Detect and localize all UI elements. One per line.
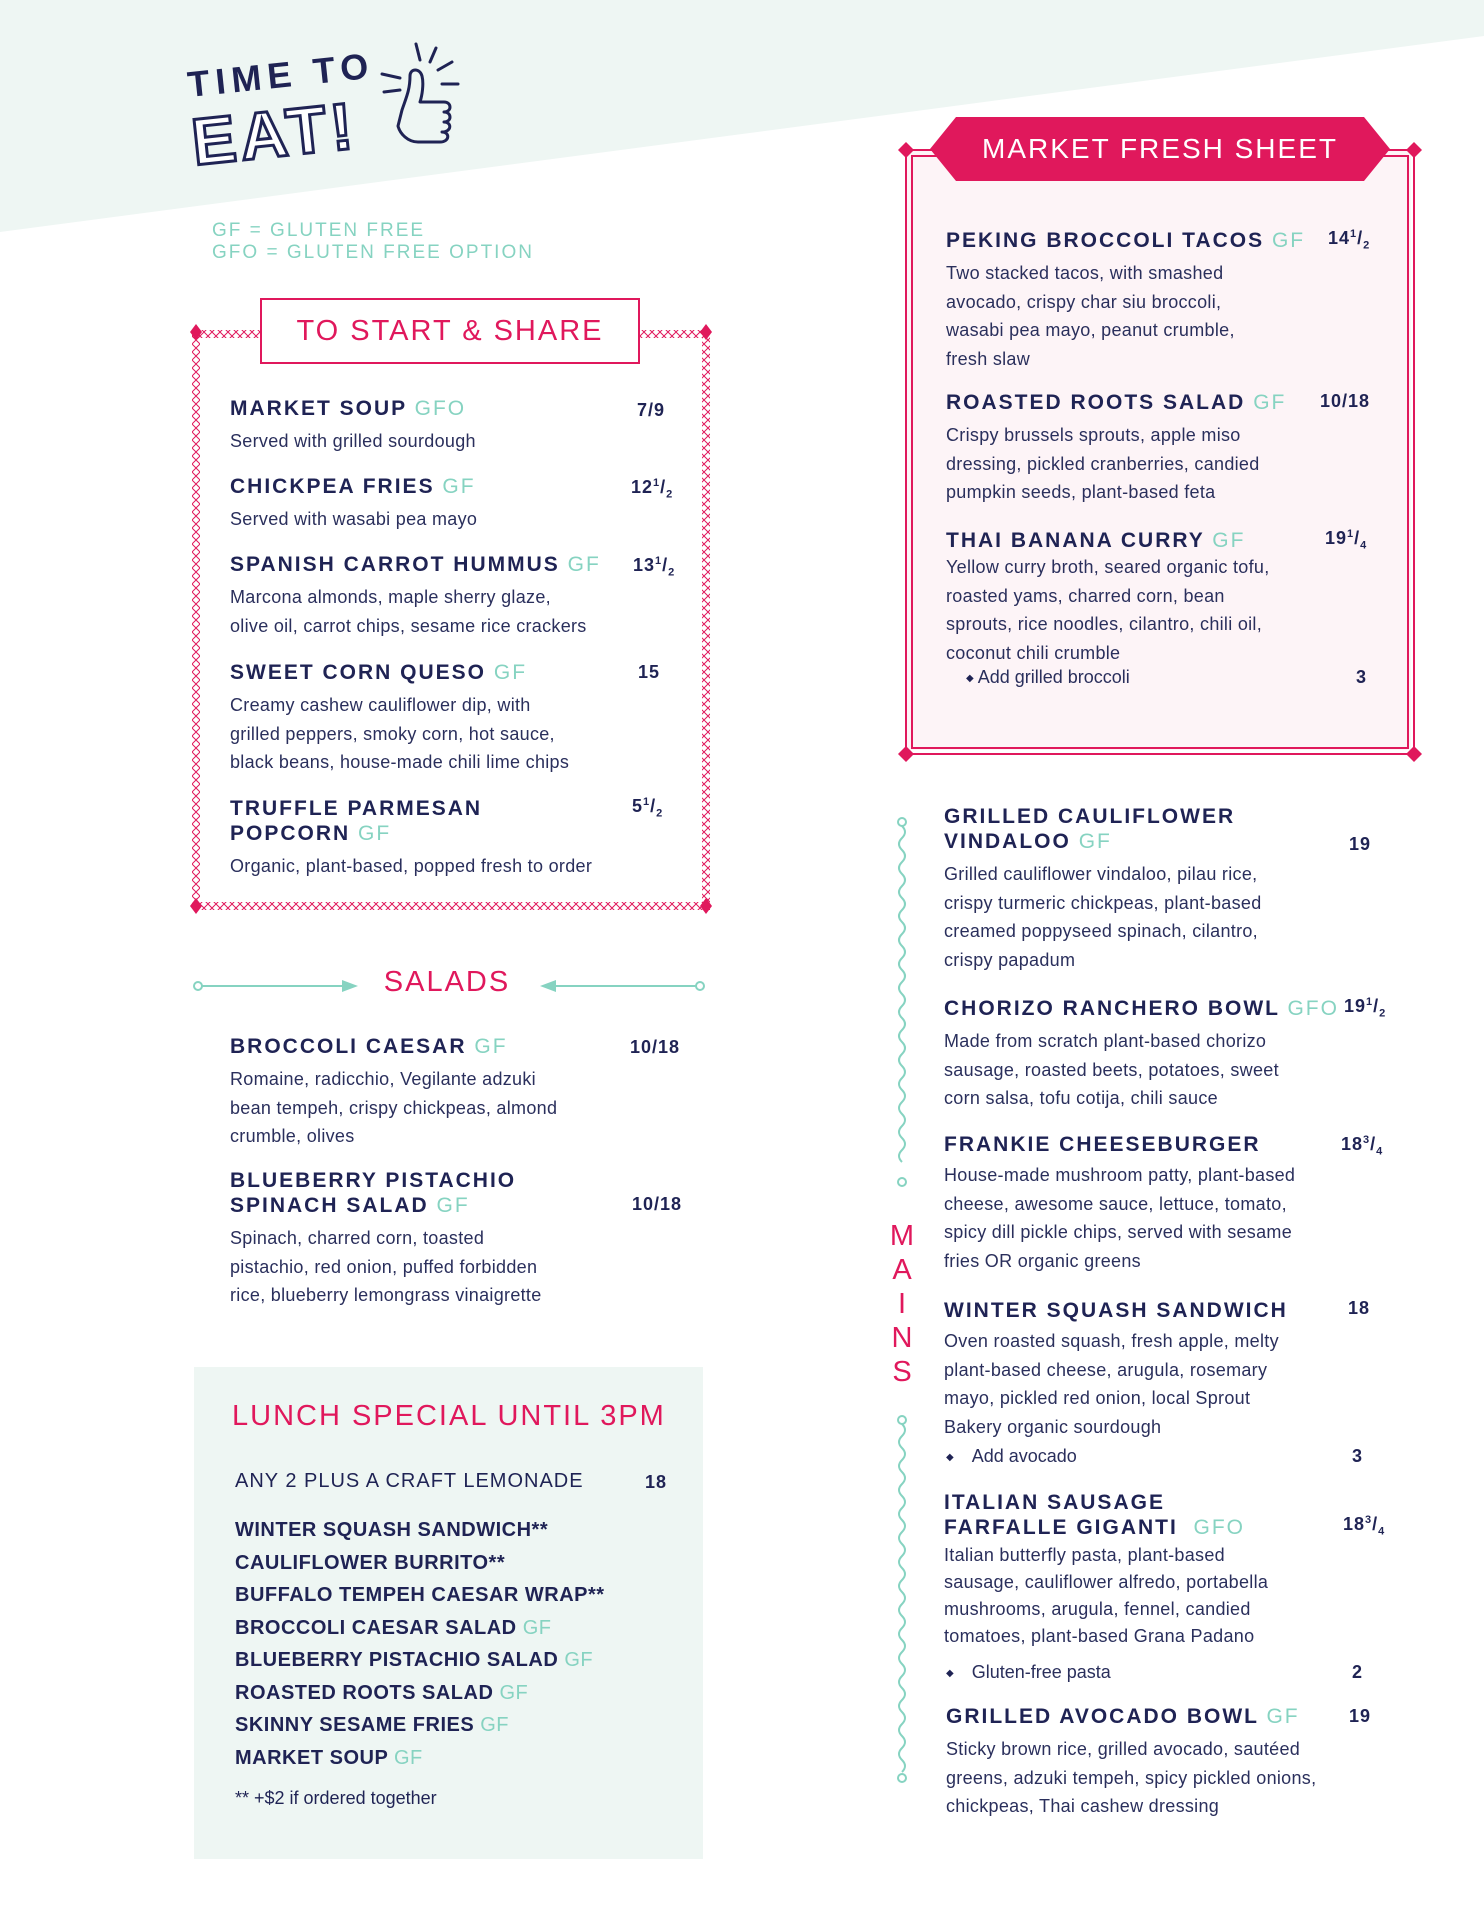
item-name: VINDALOO — [944, 830, 1071, 853]
menu-item-chickpea-fries — [230, 474, 477, 534]
gf-tag: GF — [493, 661, 528, 684]
item-name: ROASTED ROOTS SALAD — [946, 391, 1246, 414]
menu-item-italian-sausage-farfalle-giganti — [944, 1490, 1268, 1650]
item-price: $18^3/_4$ — [1341, 1134, 1384, 1158]
item-price: $18^3/_4$ — [1343, 1514, 1386, 1538]
addon-grilled-broccoli: ◆ Add grilled broccoli — [966, 667, 1130, 687]
menu-item-frankie-cheeseburger — [944, 1132, 1295, 1275]
list-item: BROCCOLI CAESAR SALAD GF — [235, 1616, 552, 1639]
logo-line-2: EAT! — [188, 88, 361, 180]
mains-label-letter: N — [891, 1322, 913, 1354]
item-name: SPINACH SALAD — [230, 1194, 429, 1217]
lunch-special-title: LUNCH SPECIAL UNTIL 3PM — [232, 1400, 666, 1432]
diamond-bullet-icon: ◆ — [946, 1452, 954, 1463]
logo-line-1: TIME TO — [185, 44, 377, 106]
legend-gf: GF = GLUTEN FREE — [212, 220, 426, 241]
lunch-special-list — [235, 1514, 605, 1774]
item-price: 19 — [1349, 834, 1372, 854]
menu-item-roasted-roots-salad — [946, 390, 1286, 507]
gf-tag: GF — [1212, 529, 1246, 552]
item-description: Sticky brown rice, grilled avocado, sautéed greens, adzuki tempeh, spicy pickled onions, chickpeas, Thai cashew dressing — [946, 1739, 1317, 1816]
addon-gluten-free-pasta: ◆ Gluten-free pasta — [946, 1662, 1111, 1682]
lunch-special-subtitle: ANY 2 PLUS A CRAFT LEMONADE — [235, 1470, 584, 1492]
menu-item-grilled-avocado-bowl — [946, 1704, 1316, 1821]
mains-label-letter: M — [889, 1220, 915, 1252]
item-description: House-made mushroom patty, plant-based cheese, awesome sauce, lettuce, tomato, spicy dill pickle chips, served with sesame fries OR organic greens — [944, 1165, 1296, 1271]
item-name: SWEET CORN QUESO — [230, 661, 487, 684]
item-name: FARFALLE GIGANTI — [944, 1516, 1178, 1539]
menu-item-truffle-parmesan-popcorn — [230, 796, 592, 881]
menu-item-thai-banana-curry — [946, 528, 1270, 667]
gf-tag: GF — [474, 1035, 508, 1058]
item-name: TRUFFLE PARMESAN — [230, 797, 483, 820]
item-description: Creamy cashew cauliflower dip, with grilled peppers, smoky corn, hot sauce, black beans, house-made chili lime chips — [230, 695, 570, 772]
item-description: Grilled cauliflower vindaloo, pilau rice, crispy turmeric chickpeas, plant-based creamed poppyseed spinach, cilantro, crispy papadum — [944, 864, 1262, 970]
item-price: $13^1/_2$ — [633, 555, 676, 579]
item-name: POPCORN — [230, 822, 351, 845]
item-description: Romaine, radicchio, Vegilante adzuki bean tempeh, crispy chickpeas, almond crumble, olives — [230, 1069, 558, 1146]
item-price: 10/18 — [1320, 391, 1371, 411]
menu-item-market-soup — [230, 396, 476, 456]
gf-tag: GFO — [1193, 1516, 1245, 1539]
gf-tag: GF — [1266, 1705, 1300, 1728]
gf-tag: GF — [1078, 830, 1112, 853]
item-price: $19^1/_4$ — [1325, 528, 1368, 552]
item-price: 15 — [638, 662, 661, 682]
item-name: PEKING BROCCOLI TACOS — [946, 229, 1265, 252]
thumbs-up-icon — [380, 40, 480, 160]
menu-item-winter-squash-sandwich — [944, 1298, 1288, 1441]
item-description: Served with wasabi pea mayo — [230, 509, 478, 529]
item-description: Crispy brussels sprouts, apple miso dressing, pickled cranberries, candied pumpkin seeds, plant-based feta — [946, 425, 1260, 502]
gf-tag: GF — [1253, 391, 1287, 414]
item-description: Italian butterfly pasta, plant-based sausage, cauliflower alfredo, portabella mushrooms, arugula, fennel, candied tomatoes, plant-based Grana Padano — [944, 1545, 1269, 1646]
addon-price: 3 — [1352, 1446, 1364, 1466]
menu-item-chorizo-ranchero-bowl — [944, 996, 1339, 1113]
item-name: GRILLED CAULIFLOWER — [944, 805, 1236, 828]
diamond-bullet-icon: ◆ — [966, 673, 974, 684]
item-name: SPANISH CARROT HUMMUS — [230, 553, 560, 576]
mains-label-letter: A — [892, 1254, 912, 1286]
item-price: 7/9 — [637, 400, 666, 420]
gf-tag: GF — [358, 822, 392, 845]
item-name: MARKET SOUP — [230, 397, 407, 420]
list-item: MARKET SOUP GF — [235, 1746, 423, 1769]
menu-item-spanish-carrot-hummus — [230, 552, 601, 640]
item-name: BROCCOLI CAESAR — [230, 1035, 467, 1058]
item-description: Spinach, charred corn, toasted pistachio, red onion, puffed forbidden rice, blueberry lemongrass vinaigrette — [230, 1228, 542, 1305]
addon-price: 2 — [1352, 1662, 1364, 1682]
start-share-title: TO START & SHARE — [260, 298, 640, 364]
list-item: ROASTED ROOTS SALAD GF — [235, 1681, 529, 1704]
item-price: $19^1/_2$ — [1344, 996, 1387, 1020]
gf-tag: GF — [436, 1194, 470, 1217]
item-description: Yellow curry broth, seared organic tofu, roasted yams, charred corn, bean sprouts, rice noodles, cilantro, chili oil, coconut chili crumble — [946, 557, 1270, 663]
list-item: CAULIFLOWER BURRITO** — [235, 1551, 506, 1574]
menu-item-peking-broccoli-tacos — [946, 228, 1305, 373]
gf-tag: GFO — [414, 397, 467, 420]
item-name: CHICKPEA FRIES — [230, 475, 435, 498]
item-name: GRILLED AVOCADO BOWL — [946, 1705, 1259, 1728]
mains-label-letter: S — [892, 1356, 912, 1388]
list-item: BUFFALO TEMPEH CAESAR WRAP** — [235, 1584, 605, 1606]
item-name: THAI BANANA CURRY — [946, 529, 1205, 552]
lunch-special-note: ** +$2 if ordered together — [235, 1788, 437, 1808]
menu-item-broccoli-caesar — [230, 1034, 557, 1151]
list-item: BLUEBERRY PISTACHIO SALAD GF — [235, 1649, 594, 1671]
salads-title: SALADS — [383, 966, 511, 998]
mains-label-letter: I — [897, 1288, 907, 1320]
market-fresh-title: MARKET FRESH SHEET — [982, 133, 1338, 164]
item-description: Oven roasted squash, fresh apple, melty plant-based cheese, arugula, rosemary mayo, pickled red onion, local Sprout Bakery organic sourdough — [944, 1331, 1279, 1437]
item-price: $12^1/_2$ — [631, 477, 674, 501]
item-name: WINTER SQUASH SANDWICH — [944, 1299, 1288, 1322]
item-name: CHORIZO RANCHERO BOWL — [944, 997, 1280, 1020]
item-description: Marcona almonds, maple sherry glaze, olive oil, carrot chips, sesame rice crackers — [230, 587, 587, 636]
item-price: 18 — [1348, 1298, 1371, 1318]
item-name: ITALIAN SAUSAGE — [944, 1491, 1165, 1514]
item-price: $14^1/_2$ — [1328, 228, 1371, 252]
gf-tag: GF — [442, 475, 476, 498]
item-description: Two stacked tacos, with smashed avocado, crispy char siu broccoli, wasabi pea mayo, peanut crumble, fresh slaw — [946, 263, 1235, 369]
list-item: SKINNY SESAME FRIES GF — [235, 1714, 510, 1736]
diamond-bullet-icon: ◆ — [946, 1668, 954, 1679]
item-name: FRANKIE CHEESEBURGER — [944, 1133, 1261, 1156]
lunch-special-price: 18 — [645, 1472, 668, 1492]
item-price: 10/18 — [630, 1037, 681, 1057]
item-price: $5^1/_2$ — [632, 796, 664, 820]
legend-gfo: GFO = GLUTEN FREE OPTION — [212, 242, 534, 263]
gf-tag: GF — [1271, 229, 1306, 252]
item-description: Made from scratch plant-based chorizo sausage, roasted beets, potatoes, sweet corn salsa, tofu cotija, chili sauce — [944, 1031, 1279, 1108]
gf-tag: GFO — [1287, 997, 1339, 1020]
addon-price: 3 — [1356, 667, 1368, 687]
item-price: 19 — [1349, 1706, 1372, 1726]
menu-item-grilled-cauliflower-vindaloo — [944, 804, 1262, 974]
gf-tag: GF — [567, 553, 601, 576]
item-description: Organic, plant-based, popped fresh to order — [230, 856, 593, 876]
menu-item-sweet-corn-queso — [230, 660, 569, 777]
addon-avocado: ◆ Add avocado — [946, 1446, 1077, 1466]
item-description: Served with grilled sourdough — [230, 431, 476, 451]
list-item: WINTER SQUASH SANDWICH** — [235, 1519, 549, 1541]
item-name: BLUEBERRY PISTACHIO — [230, 1169, 517, 1192]
item-price: 10/18 — [632, 1194, 683, 1214]
menu-item-blueberry-pistachio-spinach-salad — [230, 1168, 542, 1310]
